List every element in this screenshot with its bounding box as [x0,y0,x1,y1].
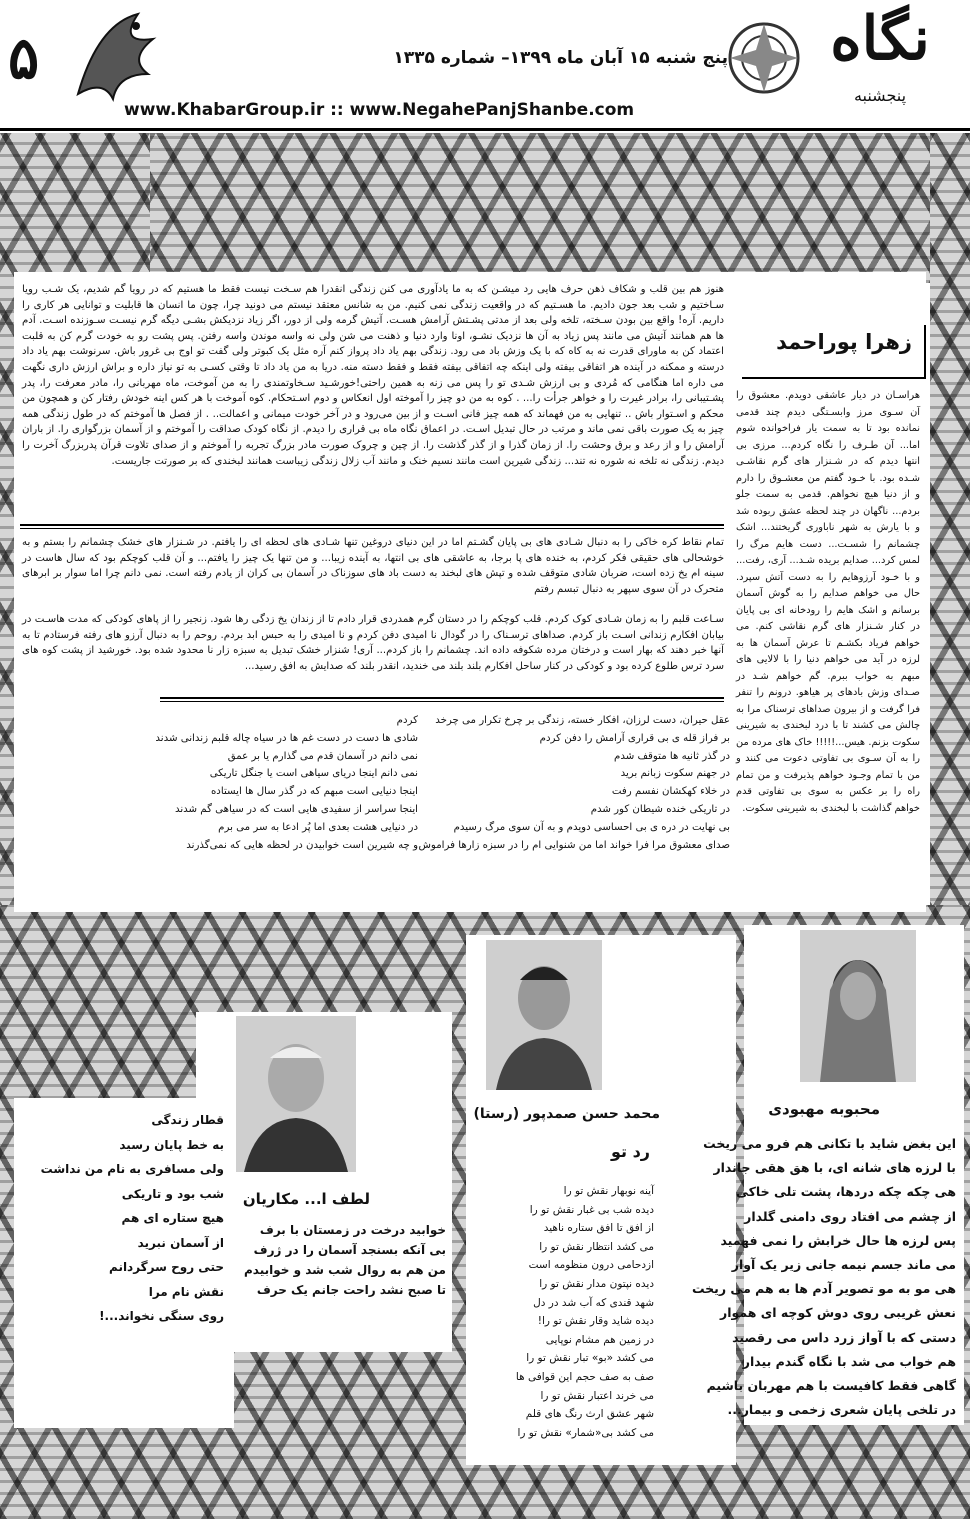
lotf-photo [236,1016,356,1172]
poem-line: نمی دانم اینجا دریای سیاهی است یا جنگل تاریکی [209,768,418,780]
poem-line: هی مو به مو تصویر آدم ها به هم می ریخت [691,1281,956,1297]
poem-line: آینه نوبهار نقش تو را [563,1185,654,1197]
poem-line: نعش غریبی روی دوش کوچه ای هموار [720,1305,956,1321]
poem-line: شادی ها دست در دست غم ها در سیاه چاله قلبم زندانی شدند [155,732,418,744]
date-issue: پنج شنبه ۱۵ آبان ماه ۱۳۹۹– شماره ۱۳۳۵ [393,48,728,68]
mahboobeh-photo [800,930,916,1082]
main-paragraph-3: سـاعت قلبم را به زمان شـادی کوک کردم. قلب کوچکم را در دستان گرم همدردی قرار دادم تا از زندان یخ زدگی رها شود. زنجیر را از پاهای کودکی که مدت هاسـت در بیابان افکارم زندانی اسـت باز کردم. صداهای ترسـناک را در گودال نا امیدی دفن کردم و نا امیدی را به حبس ابد بردم. روحم را به دنبال آرزو های رفته فرستادم تا به آنها خبر دهند که بهار است و درختان مرده شکوفه داده اند. چشمانم را باز کردم... آری! شنزار خشک تبدیل به سبزه زار نا محدود شده بود. خورشید از پشت کوه های سرد ترس طلوع کرده بود و کودکی در کنار ساحل افکارم بلند بلند می خندید، انقدر بلند که صدایش به افق رسید... [22,614,724,672]
poem-line: صدای معشوق مرا فرا خواند اما من شنوایی ام را در سبزه زارها فراموش [418,839,730,851]
mohammad-name: محمد حسن صمدپور (رستا) [473,1106,660,1122]
poem-line: خوابید درخت در زمستان با برف [259,1223,446,1237]
poem-line: اینجا سراسر از سفیدی هایی است که در سیاهی گم شدند [175,803,418,815]
lotf-poem [200,1220,446,1300]
rule-2 [20,528,724,529]
poem-line: در دنیایی هشت بعدی اما پُر ادعا به سر می برم [218,821,418,833]
poem-line: می ماند جسم نیمه جانی زیر یک آوار [731,1257,956,1273]
mahboobeh-poem [691,1132,956,1422]
poem-line: بی آنکه بسنجد آسمان را در ژرف [253,1243,446,1257]
main-paragraph-2: تمام نقاط کره خاکی را به دنبال شـادی های بی پایان گشـتم اما در این دنیای دروغین تنها شـادی های لحظه ای را یافتم. در شـنزار های خشک چشمانم را بستم و به خوشحالی های حقیقی فکر کردم، به خنده های پا برجا، به عاشقی های بی انتها، به آینده زیبا... و من تنها یک چیز را یافتم... و آن قلب کوچکم بود که سال هاست در سینه ام یخ زده است، ضربان شادی متوقف شده و تپش های لبخند به دست باد های سوزناک در آسمان بی کران از یادم رفته است. نمی دانم چرا اما سوار بر ابرهای متحرک در آن سوی سپهر به دنبال تبسم رفتم [22,537,724,595]
poem-line: دیده شب بی غبار نقش تو را [529,1203,654,1216]
mohammad-poem-title: رد تو [610,1142,650,1161]
poem-line: روی سنگی نخواند...! [99,1309,224,1323]
poem-line: در زمین هم مشام نوپایی [545,1333,654,1346]
rule-4 [160,701,724,702]
poem-line: از چشم می افتاد روی دامنی گلدار [744,1208,956,1224]
poem-line: دستی که با آواز زرد داس می رقصید [732,1329,956,1345]
poem-line: در خلاء کهکشان نفسم رفت [611,786,730,798]
poem-line: می کشد انتظار نقش تو را [539,1240,654,1253]
poem-line: هم خواب می شد با نگاه گندم بیدار [742,1353,956,1369]
ornament-icon [724,18,804,98]
poem-line: نقش نام مرا [148,1284,224,1299]
poem-line: ازدحامی درون منظومه است [528,1259,654,1272]
poem-line: می خرند اعتبار نقش تو را [540,1389,654,1402]
poem-line: دیده شاید وقار نقش تو را! [537,1315,654,1328]
rule-1 [20,524,724,526]
logo: نگاه [830,4,930,74]
logo-sub: پنجشنبه [853,86,907,105]
poem-line: اینجا دنیایی است مبهم که در گذر سال ها ایستاده [210,786,418,798]
poem-line: شهد قندی که آب شد در دل [533,1296,654,1309]
lotf-side-poem [20,1108,224,1329]
poem-line: از آسمان نبرید [137,1235,224,1250]
poem-line: کردم [396,715,418,726]
poem-line: می کشد بی«شمار» نقش تو را [517,1426,654,1439]
poem-line: در تاریکی خنده شیطان کور شدم [590,803,730,815]
poem-line: نمی دانم در آسمان قدم می گذارم یا بر عمق [227,750,418,762]
poem-right-column [418,712,730,854]
header [0,0,970,128]
poem-line: شب بود و تاریکی [121,1186,224,1201]
poem-line: بر فراز قله ی بی قراری آرامش را دفن کردم [539,732,730,744]
poem-line: شهر عشق ارث رنگ های قلم [525,1408,654,1421]
poem-line: دیده نپتون مدار نقش تو را [539,1277,654,1290]
mohammad-photo [486,940,602,1090]
poem-line: ولی مسافری به نام من نداشت [40,1162,224,1176]
poem-line: من هم به روال شب شد و خوابیدم [244,1263,446,1277]
poem-line: گاهی فقط کافیست با هم مهربان باشیم [706,1378,956,1394]
poem-line: در تلخی پایان شعری زخمی و بیمار... [727,1402,956,1418]
poem-left-column [155,712,418,854]
poem-line: بی نهایت در دره ی بی احساسی دویدم و به آن سوی مرگ رسیدم [453,821,730,833]
poem-line: و چه شیرین است خوابیدن در لحظه هایی که نمی‌گذرند [186,839,418,851]
poem-line: صف به صف حجم این قوافی ها [515,1370,654,1383]
main-paragraph-1: هنوز هم بین قلب و شکاف ذهن حرف هایی رد میشـن که به ما یادآوری می کنن زندگی انقدرا هم سـخت نیست فقط ما هستیم که در رویا گم شدیم، یک شـب رویا سـاختیم و شب بعد جون دادیم. ما هسـتیم که در واقعیت زندگی نمی کنیم. من به شانس معتقد نیستم می دونید چرا، چون ما انسان ها قابلیت و توانایی هر کاری را داریم. آره! واقع بین بودن سـخته، تلخه ولی بعد از مدتی پشـتش آرامش هسـت. آتیش گرمه ولی از دور، اگر زیاد نزدیکش بشـی دیگه گرم نیسـت سـوزنده اسـت. آدم ها هم همانند آتیش می مانند پس زیاد به آن ها نزدیک نشـو، اونا وارد دنیا و ذهنت می شن ولی نه واسه موندن واسه رفتن. پس پشت رو به خودت گرم کن به قلبت اعتماد کن به ماورای قدرت نه به کاه که با یک وزش باد می رود. زندگی بهم یاد داد پرواز کنم آره مثل یک کبوتر ولی گفت تو اوج بی غرور باش. سرنوشت بهم یاد داد درسته و ممکنه در آینده هر اتفاقی بیفته ولی اینکه چه اتفاقی بیفته فقط و فقط دسته منه. دریا به من یاد داد تا وقتی کسـی به تو نیاز داره و براش ارزش داری نگهت می داره اما هنگامی که مُردی و بی ارزش شـدی تو را پس می زنه به همین راحتی!خورشـید سـخاوتمندی را به من آموخت، ماه مهربانی را، مادر معرفت را، پدر پشـتیبانی را، برادر غیرت را و خواهر جرأت را... . کوه به من دو چیز را آموخته اول انعکاس و دوم اسـتحکام. کوه آموخت با هر کس اینه خودش رفتار کن و همچون من محکم و اسـتوار باش .. تنهایی به من فهماند که همه چیز فانی اسـت و از بین می‌رود و در آخر خودت میمانی و اعمالت.. . از فصل ها آموختم که در طول زندگی همه چیز به یک صورت باقی نمی ماند و مرتب در حال تبدیل اسـت. در اعماق نگاه ماه بی قراری را دیدم. از نگاه کودک صداقت را آموختم و از آسمان بزرگواری را. از باران آرامش را و از رعد و برق وحشت را. از زمان گذرا و از گذر گذشت را. از چین و چروک صورت مادر بزرگ تجربه را آموختم و از صدای تلاوت قرآن پدربزرگ آخرت را دیدم. زندگی نه تلخه نه شوره نه تند... زندگی شیرین است مانند نسیم خنک و مانند آب زلال زندگی زیباست همانند لبخندی که بر صورتت جاریست. [22,284,724,467]
lotf-name: لطف ا... مکاریان [242,1190,370,1208]
poem-line: حتی روح سرگردانم [109,1260,224,1274]
poem-line: این بغض شاید با تکانی هم فرو می ریخت [703,1136,956,1151]
page-number: ۵ [8,24,40,92]
poem-line: به خط پایان رسید [119,1137,224,1152]
poem-line: پس لرزه ها حال خرابش را نمی فهمید [720,1232,956,1248]
header-divider [0,128,970,131]
person-silhouette-icon [800,930,916,1082]
zahra-text: هراسـان در دیار عاشقی دویدم. معشوق را آن سـوی مرز وابسـتگی دیدم چند قدمی نمانده بود تا به سمت یار فراخوانده شوم اما... آن طـرف را نگاه کردم... مرزی بی انتها دیدم که در شـنزار های گرم نقاشـی شـده بود. با خـود گفتم من معشـوق را دارم و از دنیا هیچ نخواهم. قدمی به سمت جلو بردم... ناگهان در چند لحظه عشق ربوده شد و با یارش به شهر ناباوری گریختند... اشک چشمانم را شسـت... دست هایم مرگ را لمس کرد... صدایم بریده شـد... آری، رفت... و با خـود آرزوهایم را به دست آتش سپرد. حال می خواهم صدایم را به گوش آسمان برسانم و اشک هایم را رودخانه ای بی پایان در کنار شـنزار های گرم نقاشی کنم. می خواهم فریاد بکشـم تا عرش آسمان ها به لرزه در آید می خواهم دنیا را با لالایی های مبهم به خواب ببرم. گم خواهم شـد در صـدای وزش بادهای پر هیاهو. درونم را تنفر فرا گرفت و از بیرون صداهای ترسناک مرا به چالش می کشند تا با درد لبخندی به شیرینی سکوت بزنم. هیس...!!!!! خاک های مرده من را به آن سـوی بی تفاوتی دعوت می کنند و من با تمام وجـود خواهم پذیرفت و من تمام راه را بر عکس به سوی بی تفاوتی قدم خواهم گذاشت با لبخندی به شیرینی سکوت. [736,390,920,814]
poem-line: می کشد «بو» تبار نقش تو را [526,1352,654,1365]
poem-line: از افق تا افق ستاره ناهید [543,1222,654,1235]
poem-line: هیچ ستاره ای هم [121,1211,224,1225]
person-silhouette-icon [486,940,602,1090]
poem-line: با لرزه های شانه ای، با هق هقی جاندار [713,1160,956,1176]
phoenix-logo-icon [58,4,168,114]
poem-line: تا صبح نشد راحت جانم یک حرف [256,1283,446,1297]
websites: www.KhabarGroup.ir :: www.NegahePanjShanbe.com [124,100,635,120]
poem-line: هی چکه چکه دردها، پشت تلی خاکی [736,1184,956,1200]
poem-line: در گذر ثانیه ها متوقف شدم [614,750,730,762]
mahboobeh-name: محبوبه مهبودی [768,1100,880,1118]
zahra-name: زهرا پوراحمد [776,330,912,354]
poem-line: عقل حیران، دست لرزان، افکار خسته، زندگی بر چرخ تکرار می چرخد [435,715,730,726]
poem-line: قطار زندگی [151,1113,224,1127]
background-pattern-right [930,133,970,913]
mohammad-poem [474,1182,654,1442]
poem-line: در جهنم سکوت زبانم برید [620,768,730,780]
rule-3 [160,697,724,699]
person-silhouette-icon [236,1016,356,1172]
